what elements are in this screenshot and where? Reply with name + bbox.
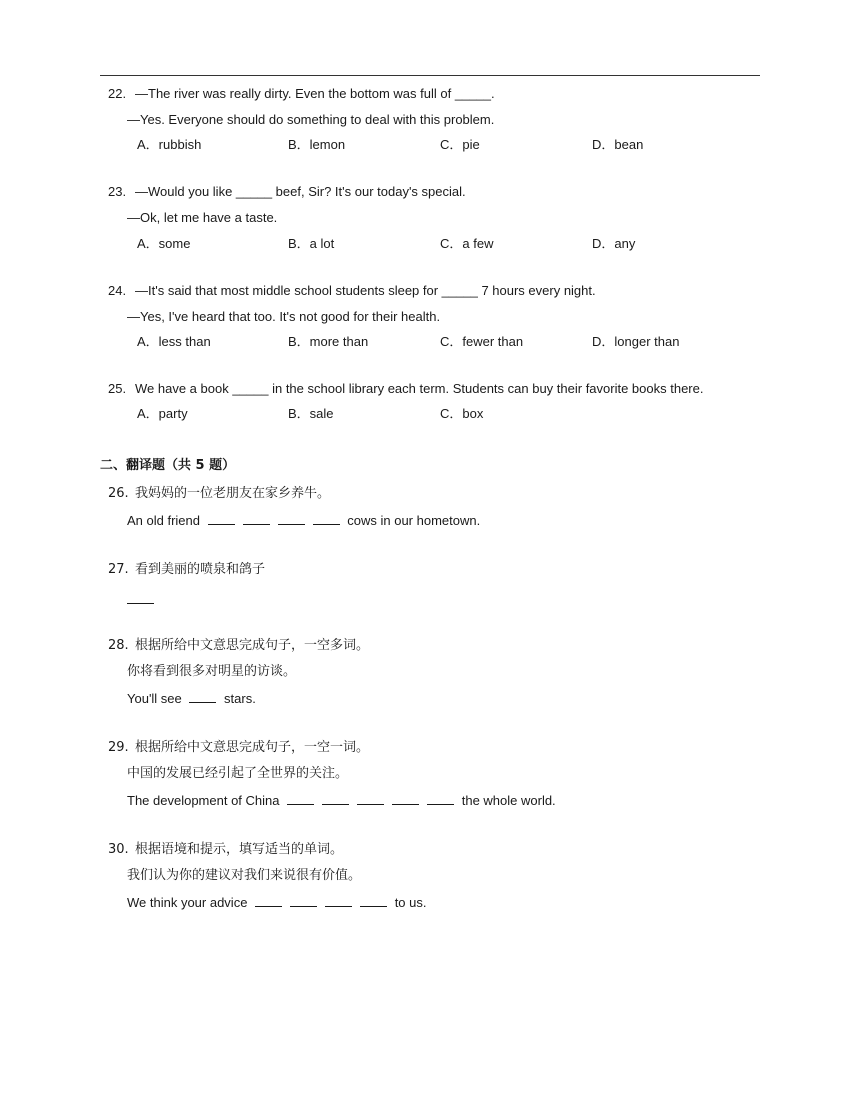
question-27-stem [108, 562, 265, 578]
answer-prefix: We think your advice [127, 895, 248, 910]
answer-prefix: An old friend [127, 513, 200, 528]
answer-prefix: The development of China [127, 793, 280, 808]
question-text: We have a book _____ in the school library each term. Students can buy their favorite books there. [135, 381, 704, 396]
answer-prefix: You'll see [127, 691, 182, 706]
question-30-stem [108, 842, 343, 858]
question-text: —Would you like _____ beef, Sir? It's our today's special. [135, 184, 466, 199]
option-a[interactable]: A．some [137, 236, 191, 251]
question-number: 26. [108, 486, 129, 501]
option-a[interactable]: A．less than [137, 334, 211, 349]
option-a[interactable]: A．rubbish [137, 137, 202, 152]
question-number: 25. [108, 381, 127, 396]
answer-blank[interactable] [322, 793, 349, 805]
question-22-stem [108, 86, 495, 102]
question-text: —It's said that most middle school students sleep for _____ 7 hours every night. [135, 283, 596, 298]
question-24-reply: —Yes, I've heard that too. It's not good for their health. [127, 309, 441, 324]
answer-blank[interactable] [208, 513, 235, 525]
answer-blank[interactable] [313, 513, 340, 525]
question-number: 28. [108, 638, 129, 653]
option-b[interactable]: B．more than [288, 334, 369, 349]
question-number: 24. [108, 283, 127, 298]
question-26-stem [108, 486, 330, 502]
option-b[interactable]: B．sale [288, 406, 334, 421]
question-instruction: 根据所给中文意思完成句子，一空多词。 [135, 638, 370, 653]
question-number: 27. [108, 562, 129, 577]
question-instruction: 根据所给中文意思完成句子，一空一词。 [135, 740, 370, 755]
option-a[interactable]: A．party [137, 406, 188, 421]
answer-blank[interactable] [127, 592, 154, 604]
question-28-stem [108, 638, 369, 654]
answer-blank[interactable] [427, 793, 454, 805]
option-d[interactable]: D．any [592, 236, 636, 251]
answer-blank[interactable] [357, 793, 384, 805]
answer-suffix: cows in our hometown. [347, 513, 481, 528]
answer-blank[interactable] [278, 513, 305, 525]
question-chinese: 看到美丽的喷泉和鸽子 [135, 562, 266, 577]
option-d[interactable]: D．bean [592, 137, 644, 152]
answer-suffix: to us. [394, 895, 427, 910]
question-number: 23. [108, 184, 127, 199]
option-b[interactable]: B．a lot [288, 236, 335, 251]
question-number: 29. [108, 740, 129, 755]
answer-blank[interactable] [255, 895, 282, 907]
top-rule [100, 75, 760, 76]
question-text: —The river was really dirty. Even the bottom was full of _____. [135, 86, 495, 101]
question-22-reply: —Yes. Everyone should do something to deal with this problem. [127, 112, 495, 127]
option-b[interactable]: B．lemon [288, 137, 346, 152]
answer-blank[interactable] [392, 793, 419, 805]
question-23-stem [108, 184, 466, 200]
question-number: 30. [108, 842, 129, 857]
question-number: 22. [108, 86, 127, 101]
question-29-stem [108, 740, 369, 756]
option-c[interactable]: C．pie [440, 137, 480, 152]
question-29-chinese: 中国的发展已经引起了全世界的关注。 [127, 766, 349, 781]
question-30-chinese: 我们认为你的建议对我们来说很有价值。 [127, 868, 362, 883]
answer-suffix: stars. [224, 691, 256, 706]
question-25-stem [108, 381, 703, 397]
option-c[interactable]: C．box [440, 406, 484, 421]
question-instruction: 根据语境和提示，填写适当的单词。 [135, 842, 344, 857]
question-24-stem [108, 283, 596, 299]
question-chinese: 我妈妈的一位老朋友在家乡养牛。 [135, 486, 331, 501]
question-30-answer-line [127, 895, 426, 911]
question-28-chinese: 你将看到很多对明星的访谈。 [127, 664, 297, 679]
question-23-reply: —Ok, let me have a taste. [127, 210, 278, 225]
answer-blank[interactable] [243, 513, 270, 525]
question-26-answer-line [127, 513, 480, 529]
answer-blank[interactable] [290, 895, 317, 907]
option-d[interactable]: D．longer than [592, 334, 680, 349]
answer-blank[interactable] [287, 793, 314, 805]
answer-blank[interactable] [325, 895, 352, 907]
option-c[interactable]: C．fewer than [440, 334, 524, 349]
option-c[interactable]: C．a few [440, 236, 494, 251]
answer-blank[interactable] [189, 691, 216, 703]
question-29-answer-line [127, 793, 556, 809]
question-28-answer-line [127, 691, 256, 707]
section-title-translation: 二、翻译题（共 5 题） [100, 458, 236, 473]
answer-blank[interactable] [360, 895, 387, 907]
answer-suffix: the whole world. [461, 793, 556, 808]
question-27-answer-line [127, 592, 158, 608]
